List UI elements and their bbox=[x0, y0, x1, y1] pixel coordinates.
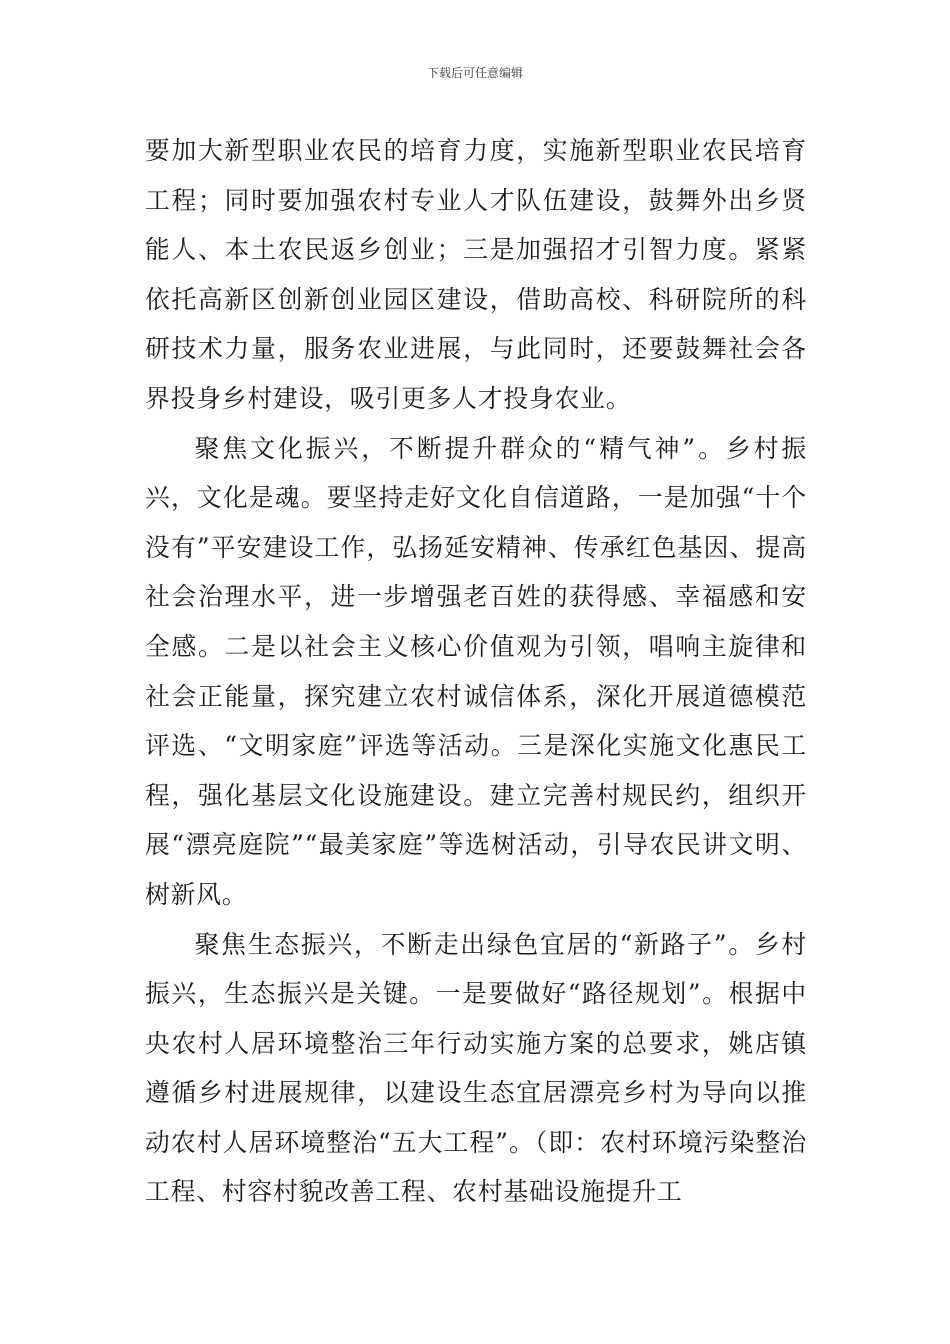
page-header-note: 下载后可任意编辑 bbox=[426, 66, 523, 80]
document-body bbox=[145, 126, 807, 1217]
paragraph-ecology: 聚焦生态振兴，不断走出绿色宜居的“新路子”。乡村振兴，生态振兴是关键。一是要做好“路径规划”。根据中央农村人居环境整治三年行动实施方案的总要求，姚店镇遵循乡村进展规律，以建设生态宜居漂亮乡村为导向以推动农村人居环境整治“五大工程”。（即：农村环境污染整治工程、村容村貌改善工程、农村基础设施提升工 bbox=[145, 929, 807, 1207]
paragraph-talent: 要加大新型职业农民的培育力度，实施新型职业农民培育工程；同时要加强农村专业人才队伍建设，鼓舞外出乡贤能人、本土农民返乡创业；三是加强招才引智力度。紧紧依托高新区创新创业园区建设，借助高校、科研院所的科研技术力量，服务农业进展，与此同时，还要鼓舞社会各界投身乡村建设，吸引更多人才投身农业。 bbox=[145, 136, 807, 413]
paragraph-culture: 聚焦文化振兴，不断提升群众的“精气神”。乡村振兴，文化是魂。要坚持走好文化自信道路，一是加强“十个没有”平安建设工作，弘扬延安精神、传承红色基因、提高社会治理水平，进一步增强老百姓的获得感、幸福感和安全感。二是以社会主义核心价值观为引领，唱响主旋律和社会正能量，探究建立农村诚信体系，深化开展道德模范评选、“文明家庭”评选等活动。三是深化实施文化惠民工程，强化基层文化设施建设。建立完善村规民约，组织开展“漂亮庭院”“最美家庭”等选树活动，引导农民讲文明、树新风。 bbox=[145, 433, 807, 909]
